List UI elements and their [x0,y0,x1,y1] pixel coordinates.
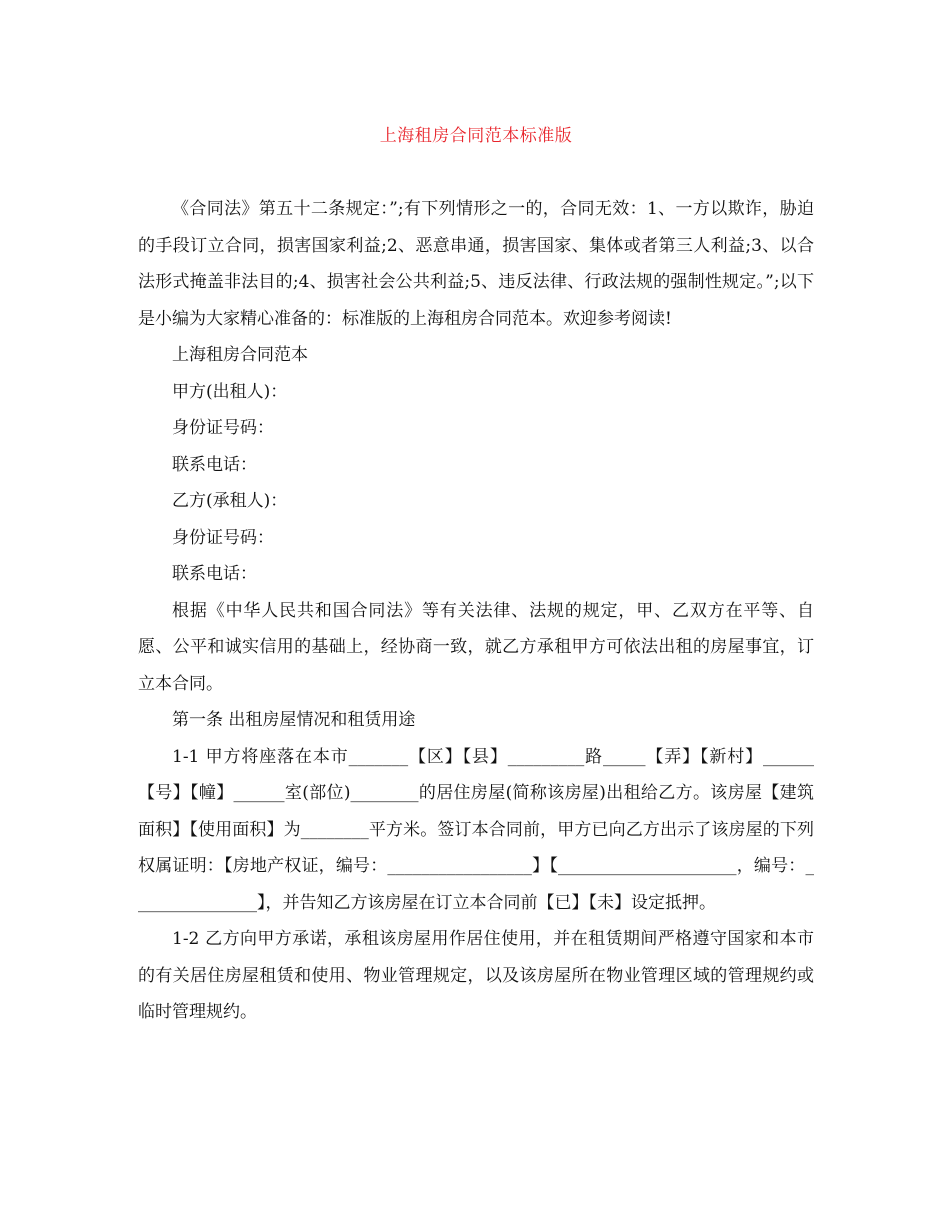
party-b-label: 乙方(承租人)： [172,491,288,511]
party-a-id-label: 身份证号码： [172,418,274,438]
clause-1-2: 1-2 乙方向甲方承诺，承租该房屋用作居住使用，并在租赁期间严格遵守国家和本市的有关居住房屋租赁和使用、物业管理规定，以及该房屋所在物业管理区域的管理规约或临时管理规约。 [138,929,814,1022]
party-b-id-label: 身份证号码： [172,527,274,548]
intro-paragraph: 《合同法》第五十二条规定：”;有下列情形之一的，合同无效：1、一方以欺诈，胁迫的手段订立合同，损害国家利益;2、恶意串通，损害国家、集体或者第三人利益;3、以合法形式掩盖非法目的;4、损害社会公共利益;5、违反法律、行政法规的强制性规定。”;以下是小编为大家精心准备的：标准版的上海租房合同范本。欢迎参考阅读! [138,199,814,329]
document-title: 上海租房合同范本标准版 [379,126,573,146]
party-b-phone-label: 联系电话： [172,564,257,584]
contract-subtitle: 上海租房合同范本 [172,345,308,365]
preamble-paragraph: 根据《中华人民共和国合同法》等有关法律、法规的规定，甲、乙双方在平等、自愿、公平和诚实信用的基础上，经协商一致，就乙方承租甲方可依法出租的房屋事宜，订立本合同。 [138,600,814,694]
document-body [138,191,814,1031]
party-a-phone-label: 联系电话： [172,454,257,475]
article-1-heading: 第一条 出租房屋情况和租赁用途 [172,710,416,730]
clause-1-1: 1-1 甲方将座落在本市_______【区】【县】_________路_____【弄】【新村】______【号】【幢】______室(部位)________的居住房屋(简称该房屋)出租给乙方。该房屋【建筑面积】【使用面积】为________平方米。签订本合同前，甲方已向乙方出示了该房屋的下列权属证明：【房地产权证，编号：_________________】【_____________________，编号：_______________】，并告知乙方该房屋在订立本合同前【已】【未】设定抵押。 [138,746,814,913]
party-a-label: 甲方(出租人)： [172,381,288,402]
